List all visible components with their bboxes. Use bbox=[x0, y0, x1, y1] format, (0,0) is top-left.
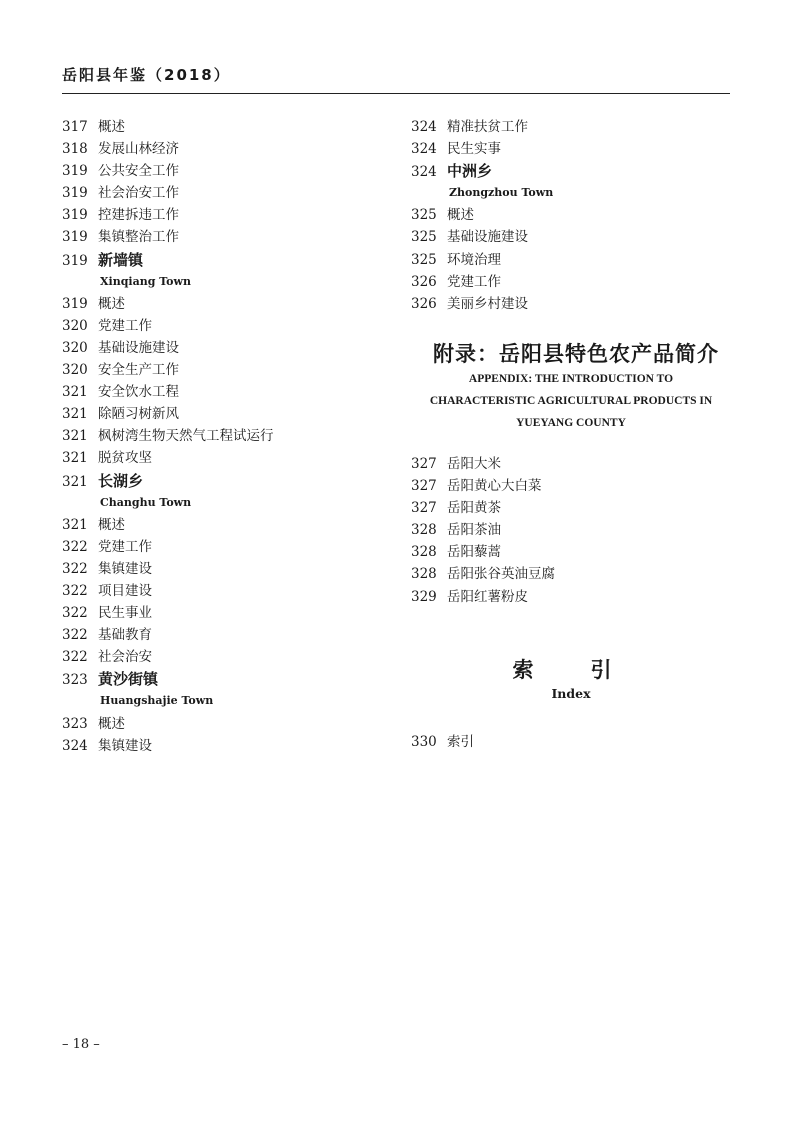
toc-entry bbox=[62, 536, 362, 558]
toc-page-number: 322 bbox=[62, 582, 88, 599]
toc-entry bbox=[411, 541, 741, 563]
toc-page-number: 322 bbox=[62, 627, 88, 644]
toc-entry bbox=[62, 337, 362, 359]
toc-entry bbox=[62, 116, 362, 138]
toc-page-number: 319 bbox=[62, 229, 88, 246]
toc-page-number: 328 bbox=[411, 544, 437, 561]
toc-entry bbox=[62, 293, 362, 315]
index-title: 索 引 bbox=[512, 657, 630, 682]
toc-page-number: 322 bbox=[62, 649, 88, 666]
toc-page-number: 321 bbox=[62, 516, 88, 533]
toc-entry-label: 概述 bbox=[98, 516, 125, 533]
page-number: – 18 – bbox=[62, 1037, 100, 1052]
toc-entry bbox=[411, 271, 741, 293]
toc-entry bbox=[62, 602, 362, 624]
toc-entry bbox=[62, 447, 362, 469]
toc-entry bbox=[411, 519, 741, 541]
toc-entry-label: 安全饮水工程 bbox=[98, 384, 179, 401]
toc-page-number: 326 bbox=[411, 295, 437, 312]
toc-town-heading bbox=[411, 160, 741, 182]
toc-town-name: 新墙镇 bbox=[98, 250, 144, 269]
appendix-title: 附录：岳阳县特色农产品简介 bbox=[433, 341, 719, 366]
toc-entry-label: 岳阳茶油 bbox=[447, 522, 501, 539]
toc-page-number: 329 bbox=[411, 588, 437, 605]
toc-page-number: 323 bbox=[62, 715, 88, 732]
toc-entry bbox=[62, 646, 362, 668]
toc-entry-label: 岳阳藜蒿 bbox=[447, 544, 501, 561]
toc-entry-label: 集镇整治工作 bbox=[98, 229, 179, 246]
toc-entry-label: 脱贫攻坚 bbox=[98, 450, 152, 467]
appendix-english-line: APPENDIX: THE INTRODUCTION TO bbox=[468, 373, 674, 385]
toc-town-name: 中洲乡 bbox=[447, 162, 493, 181]
toc-entry-label: 民生实事 bbox=[447, 141, 501, 158]
toc-entry-label: 基础设施建设 bbox=[98, 339, 179, 356]
toc-entry bbox=[411, 138, 741, 160]
toc-entry bbox=[62, 514, 362, 536]
toc-entry-label: 集镇建设 bbox=[98, 737, 152, 754]
toc-entry bbox=[62, 138, 362, 160]
toc-entry-label: 社会治安 bbox=[98, 649, 152, 666]
toc-page-number: 317 bbox=[62, 119, 88, 135]
toc-entry bbox=[62, 403, 362, 425]
toc-page-number: 319 bbox=[62, 295, 88, 312]
toc-entry-label: 美丽乡村建设 bbox=[447, 295, 528, 312]
toc-town-name: 长湖乡 bbox=[98, 471, 144, 490]
toc-page-number: 327 bbox=[411, 478, 437, 495]
toc-entry-label: 控建拆违工作 bbox=[98, 207, 179, 224]
toc-entry-label: 安全生产工作 bbox=[98, 362, 179, 379]
toc-page-number: 325 bbox=[411, 207, 437, 224]
index-entry-list bbox=[411, 731, 741, 753]
toc-page-number: 320 bbox=[62, 362, 88, 379]
toc-page-number: 318 bbox=[62, 141, 88, 158]
toc-page-number: 330 bbox=[411, 734, 437, 750]
toc-entry bbox=[411, 731, 741, 753]
toc-entry bbox=[62, 226, 362, 248]
toc-page-number: 320 bbox=[62, 339, 88, 356]
toc-entry-label: 基础教育 bbox=[98, 627, 152, 644]
toc-entry bbox=[62, 204, 362, 226]
appendix-english-title bbox=[411, 368, 731, 434]
toc-page-number: 319 bbox=[62, 207, 88, 224]
toc-entry-label: 岳阳黄心大白菜 bbox=[447, 478, 542, 495]
toc-town-english-name: Xinqiang Town bbox=[100, 274, 191, 288]
toc-entry-label: 发展山林经济 bbox=[98, 141, 179, 158]
toc-page-number: 328 bbox=[411, 522, 437, 539]
toc-page-number: 326 bbox=[411, 273, 437, 290]
toc-entry-label: 党建工作 bbox=[98, 317, 152, 334]
toc-page-number: 323 bbox=[62, 672, 88, 689]
toc-entry bbox=[411, 453, 741, 475]
toc-entry bbox=[62, 558, 362, 580]
toc-town-name: 黄沙街镇 bbox=[98, 670, 159, 689]
toc-entry bbox=[411, 563, 741, 585]
toc-entry-label: 民生事业 bbox=[98, 605, 152, 622]
toc-entry bbox=[411, 204, 741, 226]
toc-entry-label: 索引 bbox=[447, 734, 474, 750]
toc-entry bbox=[62, 315, 362, 337]
toc-entry-label: 环境治理 bbox=[447, 251, 501, 268]
toc-entry-label: 枫树湾生物天然气工程试运行 bbox=[98, 428, 274, 445]
toc-page-number: 319 bbox=[62, 163, 88, 180]
toc-page-number: 322 bbox=[62, 605, 88, 622]
toc-entry bbox=[411, 249, 741, 271]
toc-entry-label: 岳阳黄茶 bbox=[447, 500, 501, 517]
toc-page-number: 324 bbox=[411, 164, 437, 181]
toc-town-english-name: Changhu Town bbox=[100, 495, 192, 509]
toc-page-number: 321 bbox=[62, 450, 88, 467]
toc-entry bbox=[62, 624, 362, 646]
toc-town-english-name: Zhongzhou Town bbox=[449, 186, 554, 200]
toc-entry-label: 精准扶贫工作 bbox=[447, 119, 528, 135]
toc-page-number: 324 bbox=[411, 119, 437, 135]
toc-entry bbox=[62, 425, 362, 447]
toc-entry-label: 岳阳张谷英油豆腐 bbox=[447, 566, 555, 583]
index-english-title: Index bbox=[551, 686, 591, 701]
toc-entry-label: 社会治安工作 bbox=[98, 185, 179, 202]
toc-page-number: 320 bbox=[62, 317, 88, 334]
appendix-english-line: CHARACTERISTIC AGRICULTURAL PRODUCTS IN bbox=[429, 395, 713, 407]
toc-entry-label: 除陋习树新风 bbox=[98, 406, 179, 423]
toc-town-heading bbox=[62, 249, 362, 271]
toc-entry-label: 项目建设 bbox=[98, 582, 152, 599]
toc-entry bbox=[411, 475, 741, 497]
toc-entry bbox=[62, 359, 362, 381]
toc-entry-label: 岳阳大米 bbox=[447, 456, 501, 472]
toc-entry-label: 概述 bbox=[447, 207, 474, 224]
toc-entry-label: 概述 bbox=[98, 295, 125, 312]
toc-entry-label: 概述 bbox=[98, 715, 125, 732]
toc-page-number: 327 bbox=[411, 500, 437, 517]
toc-entry bbox=[411, 586, 741, 608]
toc-entry-label: 公共安全工作 bbox=[98, 163, 179, 180]
appendix-english-line: YUEYANG COUNTY bbox=[516, 417, 626, 429]
toc-left-column bbox=[62, 116, 362, 757]
toc-page-number: 319 bbox=[62, 252, 88, 269]
toc-page-number: 324 bbox=[411, 141, 437, 158]
toc-entry-label: 党建工作 bbox=[447, 273, 501, 290]
toc-page-number: 324 bbox=[62, 737, 88, 754]
toc-entry bbox=[62, 381, 362, 403]
toc-entry-label: 集镇建设 bbox=[98, 560, 152, 577]
running-header: 岳阳县年鉴（2018） bbox=[62, 66, 231, 84]
toc-entry bbox=[411, 226, 741, 248]
toc-page-number: 322 bbox=[62, 538, 88, 555]
toc-entry bbox=[62, 160, 362, 182]
toc-page-number: 327 bbox=[411, 456, 437, 472]
toc-page-number: 322 bbox=[62, 560, 88, 577]
toc-entry bbox=[411, 497, 741, 519]
toc-town-heading bbox=[62, 470, 362, 492]
toc-entry-label: 基础设施建设 bbox=[447, 229, 528, 246]
toc-entry bbox=[62, 580, 362, 602]
toc-entry bbox=[62, 713, 362, 735]
toc-entry bbox=[62, 182, 362, 204]
toc-page-number: 319 bbox=[62, 185, 88, 202]
toc-page-number: 321 bbox=[62, 384, 88, 401]
toc-page-number: 325 bbox=[411, 229, 437, 246]
toc-entry bbox=[62, 735, 362, 757]
toc-town-english-name: Huangshajie Town bbox=[100, 694, 214, 708]
toc-entry bbox=[411, 293, 741, 315]
toc-right-column bbox=[411, 116, 741, 315]
toc-page-number: 321 bbox=[62, 406, 88, 423]
appendix-entry-list bbox=[411, 453, 741, 608]
toc-page-number: 321 bbox=[62, 473, 88, 490]
toc-page-number: 328 bbox=[411, 566, 437, 583]
header-rule bbox=[62, 93, 730, 94]
toc-entry-label: 党建工作 bbox=[98, 538, 152, 555]
toc-entry-label: 概述 bbox=[98, 119, 125, 135]
toc-entry bbox=[411, 116, 741, 138]
toc-page-number: 325 bbox=[411, 251, 437, 268]
toc-page-number: 321 bbox=[62, 428, 88, 445]
toc-town-heading bbox=[62, 668, 362, 690]
toc-entry-label: 岳阳红薯粉皮 bbox=[447, 588, 528, 605]
